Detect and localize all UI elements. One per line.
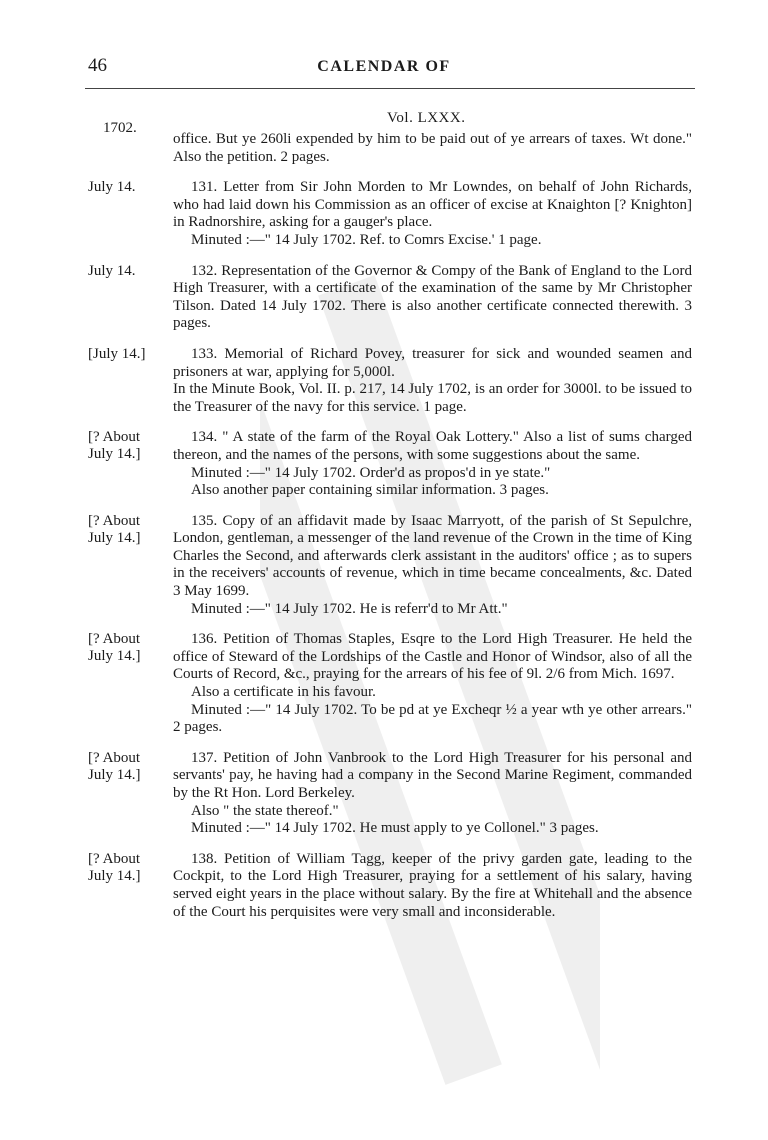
entry-paragraph: In the Minute Book, Vol. II. p. 217, 14 July 1702, is an order for 3000l. to be issued to the Treasurer of the navy for this service. 1 page. — [173, 381, 692, 415]
entry-body — [173, 631, 692, 737]
calendar-entry — [88, 631, 692, 737]
calendar-entry — [88, 750, 692, 838]
volume-heading: Vol. LXXX. — [387, 110, 466, 126]
entry-body — [173, 513, 692, 619]
page-number: 46 — [88, 55, 107, 76]
entry-date: [? About July 14.] — [88, 631, 141, 665]
entry-date: July 14. — [88, 262, 136, 279]
calendar-entry — [88, 851, 692, 921]
entry-paragraph: Also " the state thereof." — [191, 802, 339, 819]
entry-date: [? About July 14.] — [88, 429, 141, 463]
entry-paragraph: 134. " A state of the farm of the Royal Oak Lottery." Also a list of sums charged thereon, and the names of the persons, with some suggestions about the same. — [173, 429, 692, 463]
entry-body — [173, 851, 692, 921]
calendar-entry — [88, 131, 692, 166]
entry-paragraph: Minuted :—" 14 July 1702. To be pd at ye Excheqr ½ a year wth ye other arrears." 2 pages. — [173, 701, 692, 736]
calendar-entry — [88, 429, 692, 499]
entry-paragraph: 138. Petition of William Tagg, keeper of the privy garden gate, leading to the Cockpit, to the Lord High Treasurer, praying for a settlement of his salary, having served eight years in the place without salary. By the fire at Whitehall and the absence of the Court his perquisites were very small and inconsiderable. — [173, 850, 692, 920]
calendar-entry — [88, 513, 692, 619]
entry-body — [173, 179, 692, 249]
entry-paragraph: Also another paper containing similar information. 3 pages. — [191, 482, 549, 499]
year-label: 1702. — [103, 120, 137, 136]
entry-body — [173, 131, 692, 166]
entry-date: July 14. — [88, 179, 136, 196]
entry-date: [July 14.] — [88, 345, 146, 362]
entry-paragraph: 137. Petition of John Vanbrook to the Lord High Treasurer for his personal and servants' pay, he having had a company in the Second Marine Regiment, commanded by the Rt Hon. Lord Berkeley. — [173, 749, 692, 801]
entry-paragraph: Also a certificate in his favour. — [191, 684, 376, 701]
entry-paragraph: Minuted :—" 14 July 1702. He must apply to ye Collonel." 3 pages. — [191, 820, 599, 837]
entry-paragraph: 132. Representation of the Governor & Compy of the Bank of England to the Lord High Treasurer, with a certificate of the examination of the same by Mr Christopher Tilson. Dated 14 July 1702. There is also another certificate connected therewith. 3 pages. — [173, 262, 692, 332]
entry-paragraph: 135. Copy of an affidavit made by Isaac Marryott, of the parish of St Sepulchre, London, gentleman, a messenger of the land revenue of the Crown in the time of King Charles the Second, and afterwards clerk assistant in the auditors' office ; as to supers in the receivers' accounts of revenue, which in time became concealments, &c. Dated 3 May 1699. — [173, 512, 692, 600]
entry-date: [? About July 14.] — [88, 512, 141, 546]
entry-paragraph: 133. Memorial of Richard Povey, treasurer for sick and wounded seamen and prisoners at war, applying for 5,000l. — [173, 345, 692, 380]
entry-paragraph: Minuted :—" 14 July 1702. He is referr'd to Mr Att." — [191, 600, 508, 617]
entry-body — [173, 429, 692, 499]
calendar-entry — [88, 179, 692, 249]
entry-paragraph: Minuted :—" 14 July 1702. Order'd as propos'd in ye state." — [191, 464, 551, 481]
entry-date: [? About July 14.] — [88, 749, 141, 783]
entry-body — [173, 263, 692, 333]
running-head: CALENDAR OF — [317, 58, 451, 75]
entry-paragraph: 136. Petition of Thomas Staples, Esqre to the Lord High Treasurer. He held the office of Steward of the Lordships of the Castle and Honor of Windsor, also of all the Courts of Record, &c., praying for the arrears of his fee of 9l. 2/6 from Mich. 1697. — [173, 631, 692, 683]
entry-body — [173, 750, 692, 838]
entry-body — [173, 346, 692, 416]
entry-paragraph: 131. Letter from Sir John Morden to Mr Lowndes, on behalf of John Richards, who had laid down his Commission as an officer of excise at Knaighton [? Knighton] in Radnorshire, asking for a gauger's place. — [173, 179, 692, 231]
header-rule — [85, 88, 695, 89]
entry-paragraph: Minuted :—" 14 July 1702. Ref. to Comrs Excise.' 1 page. — [191, 231, 542, 248]
entry-paragraph: office. But ye 260li expended by him to be paid out of ye arrears of taxes. Wt done." Also the petition. 2 pages. — [173, 131, 692, 165]
calendar-entry — [88, 263, 692, 333]
calendar-entry — [88, 346, 692, 416]
entries-list — [88, 131, 692, 934]
entry-date: [? About July 14.] — [88, 850, 141, 884]
